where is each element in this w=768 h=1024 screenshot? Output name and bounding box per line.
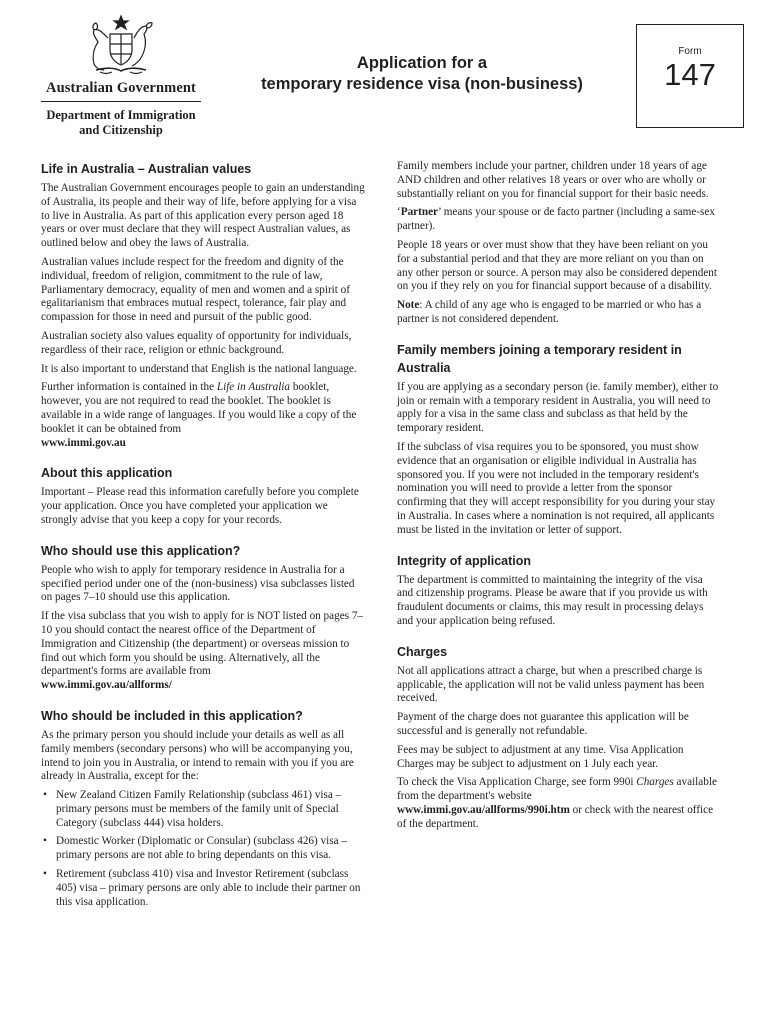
- department-line-1: Department of Immigration: [46, 108, 196, 122]
- section-heading-family-members-joining: Family members joining a temporary resident in Australia: [397, 342, 682, 375]
- paragraph: The department is committed to maintaining the integrity of the visa and citizenship programs. Please be aware that if you provide us with fraudulent documents or claims, this may result in processing delays and your application being refused.: [397, 573, 708, 627]
- section-heading-integrity: Integrity of application: [397, 553, 532, 568]
- right-column: [397, 160, 719, 836]
- paragraph: Family members include your partner, children under 18 years of age AND children and other relatives 18 years or over who are wholly or substantially reliant on you for financial support for their basic needs.: [397, 160, 709, 200]
- paragraph: Australian values include respect for the freedom and dignity of the individual, freedom of religion, commitment to the rule of law, Parliamentary democracy, equality of men and women and a spirit of egalitarianism that embraces mutual respect, tolerance, fair play and compassion for those in need and pursuit of the public good.: [41, 255, 350, 324]
- paragraph-booklet: [41, 381, 367, 450]
- form-title-line-1: Application for a: [356, 54, 488, 72]
- text-run: : A child of any age who is engaged to be married or who has a partner is not considered dependent.: [397, 299, 702, 325]
- list-item: • Retirement (subclass 410) visa and Investor Retirement (subclass 405) visa – primary persons are only able to include their partner on this visa application.: [41, 868, 367, 909]
- form-title-line-2: temporary residence visa (non-business): [261, 75, 583, 93]
- paragraph: The Australian Government encourages people to gain an understanding of Australia, its people and their way of life, before applying for a visa to live in Australia. As part of this application every person aged 18 years or over must declare that they will respect Australian values, as outlined below and obey the laws of Australia.: [41, 182, 365, 250]
- paragraph-forms: [41, 610, 367, 693]
- charges-form-title: Charges: [636, 776, 674, 789]
- section-heading-charges: Charges: [397, 644, 448, 659]
- paragraph: As the primary person you should include your details as well as all family members (secondary persons) who will be accompanying you, intend to join you in Australia, or intend to remain with you if you are already in Australia, except for the:: [41, 728, 354, 783]
- department-name: [40, 108, 202, 138]
- form-label: Form: [678, 46, 702, 57]
- paragraph: Not all applications attract a charge, but when a prescribed charge is applicable, the application will not be valid unless payment has been received.: [397, 664, 705, 705]
- text-run: or check with the nearest office of the department.: [397, 803, 714, 830]
- section-heading-about-application: About this application: [41, 466, 173, 481]
- form-number-box: [636, 24, 744, 128]
- text-run: booklet, however, you are not required to read the booklet. The booklet is available in a wide range of languages. If you would like a copy of the booklet it can be obtained from: [41, 381, 357, 435]
- text-run: available from the department's website: [397, 776, 717, 803]
- paragraph: Fees may be subject to adjustment at any time. Visa Application Charges may be subject to adjustment on 1 July each year.: [397, 743, 684, 770]
- paragraph-partner: ‘Partner’ means your spouse or de facto partner (including a same-sex partner).: [397, 206, 715, 233]
- paragraph-charges-link: [397, 776, 719, 831]
- partner-term: Partner: [400, 206, 439, 219]
- paragraph: If you are applying as a secondary person (ie. family member), either to join or remain with a temporary resident in Australia, you will need to apply for a visa in the same class and subclass as that held by the temporary resident.: [397, 380, 719, 435]
- charges-form-link[interactable]: www.immi.gov.au/allforms/990i.htm: [397, 803, 570, 816]
- government-logo-block: [40, 14, 202, 138]
- paragraph: Important – Please read this information carefully before you complete your application. Once you have completed your application we strongly advise that you keep a copy for your records.: [41, 486, 359, 526]
- paragraph: Australian society also values equality of opportunity for individuals, regardless of their race, religion or ethnic background.: [41, 329, 352, 356]
- department-line-2: and Citizenship: [79, 123, 163, 137]
- section-heading-who-included: Who should be included in this application?: [41, 708, 303, 723]
- exception-list: [41, 789, 367, 909]
- section-heading-who-should-use: Who should use this application?: [41, 543, 241, 558]
- list-item: • New Zealand Citizen Family Relationship (subclass 461) visa – primary persons must be members of the family unit of Special Category (subclass 444) visa holders.: [41, 789, 367, 830]
- list-item: • Domestic Worker (Diplomatic or Consular) (subclass 426) visa – primary persons are not able to bring dependants on this visa.: [41, 835, 367, 863]
- note-label: Note: [397, 299, 420, 312]
- paragraph: People 18 years or over must show that they have been reliant on you for a substantial period and that they are more reliant on you than on any other person or source. A person may also be considered dependent on you if they rely on you for financial support because of a disability.: [397, 238, 717, 293]
- immi-website-link[interactable]: www.immi.gov.au: [41, 436, 126, 449]
- government-name: Australian Government: [46, 80, 196, 96]
- paragraph: Payment of the charge does not guarantee this application will be successful and is generally not refundable.: [397, 711, 689, 737]
- text-run: To check the Visa Application Charge, see form 990i: [397, 776, 637, 789]
- coat-of-arms-icon: [80, 14, 162, 78]
- paragraph: People who wish to apply for temporary residence in Australia for a specified period under one of the (non-business) visa subclasses listed on pages 7–10 should use this application.: [41, 563, 355, 604]
- section-heading-australian-values: Life in Australia – Australian values: [41, 162, 252, 176]
- left-column: [41, 160, 367, 914]
- divider: [41, 101, 201, 102]
- form-title: [236, 53, 608, 95]
- form-number: 147: [664, 57, 716, 92]
- text-run: Further information is contained in the: [41, 381, 217, 394]
- text-run: If the visa subclass that you wish to apply for is NOT listed on pages 7–10 you should contact the nearest office of the Department of Immigration and Citizenship (the department) or overseas mission to find out which form you should be using. Alternatively, all the department's forms are available from: [41, 610, 364, 678]
- paragraph-note: [397, 299, 719, 327]
- text-run: means your spouse or de facto partner (including a same-sex partner).: [397, 206, 715, 233]
- allforms-link[interactable]: www.immi.gov.au/allforms/: [41, 679, 172, 692]
- booklet-title: Life in Australia: [216, 381, 291, 394]
- paragraph: It is also important to understand that English is the national language.: [41, 362, 357, 375]
- paragraph: If the subclass of visa requires you to be sponsored, you must show evidence that an organisation or eligible individual in Australia has sponsored you. If you were not included in the temporary resident's nomination you will need to provide a letter from the sponsor confirming that they will accept responsibility for you during your stay in Australia. In cases where a nomination is not required, all applicants must be listed in the invitation or letter of support.: [397, 440, 716, 536]
